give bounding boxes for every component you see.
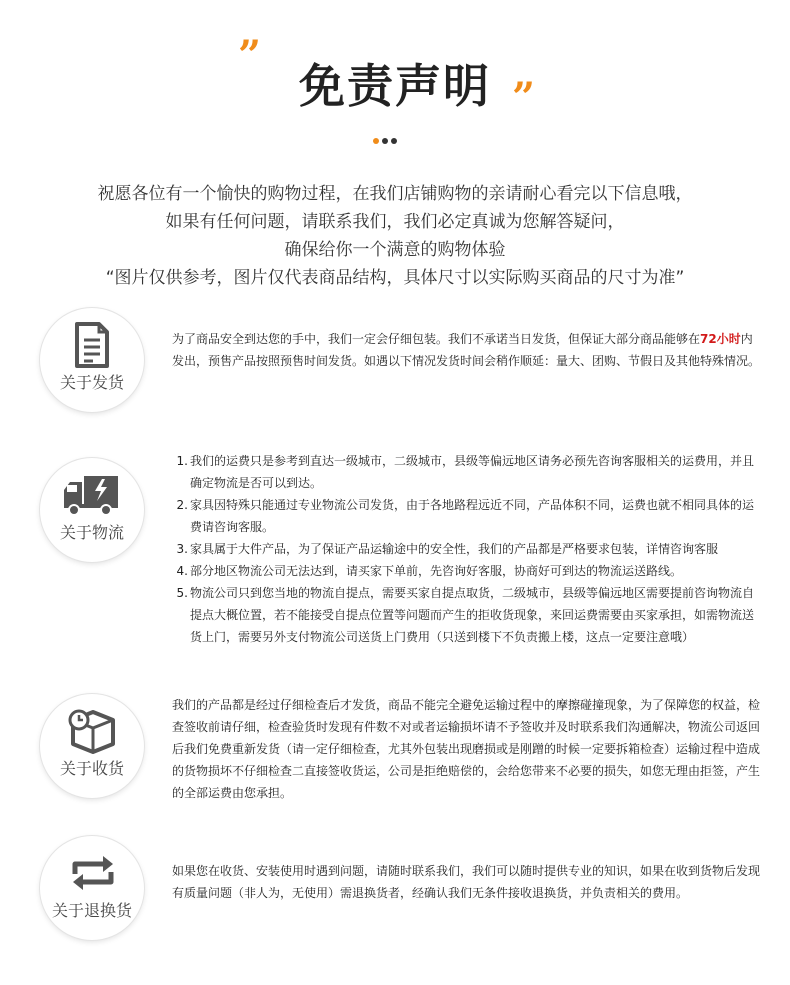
truck-icon xyxy=(62,470,120,520)
shipping-text-before: 为了商品安全到达您的手中，我们一定会仔细包装。我们不承诺当日发货，但保证大部分商品能够在 xyxy=(172,332,701,346)
shipping-badge xyxy=(40,308,144,412)
intro-line: 祝愿各位有一个愉快的购物过程，在我们店铺购物的亲请耐心看完以下信息哦， xyxy=(97,184,693,204)
item-number: 2. xyxy=(176,498,188,512)
returns-label: 关于退换货 xyxy=(51,901,132,920)
returns-badge xyxy=(40,836,144,940)
logistics-item xyxy=(172,450,762,494)
title-area xyxy=(0,0,790,160)
intro-line: “图片仅供参考，图片仅代表商品结构，具体尺寸以实际购买商品的尺寸为准” xyxy=(105,268,685,288)
exchange-icon xyxy=(67,848,119,898)
returns-text: 如果您在收货、安装使用时遇到问题，请随时联系我们，我们可以随时提供专业的知识，如果在收到货物后发现有质量问题（非人为，无使用）需退换货者，经确认我们无条件接收退换货，并负责相关的费用。 xyxy=(172,864,761,900)
dot-orange xyxy=(373,138,379,144)
item-text: 家具属于大件产品，为了保证产品运输途中的安全性，我们的产品都是严格要求包装，详情咨询客服 xyxy=(190,542,719,556)
close-quote-mark: ” xyxy=(512,74,536,121)
document-icon xyxy=(67,320,117,370)
intro-line: 如果有任何问题，请联系我们，我们必定真诚为您解答疑问， xyxy=(165,212,625,232)
receiving-badge xyxy=(40,694,144,798)
intro-line: 确保给你一个满意的购物体验 xyxy=(284,240,506,260)
logistics-item xyxy=(172,560,762,582)
item-text: 我们的运费只是参考到直达一级城市，二级城市，县级等偏远地区请务必预先咨询客服相关的运费用，并且确定物流是否可以到达。 xyxy=(190,454,755,490)
receiving-label: 关于收货 xyxy=(59,759,124,778)
logistics-list xyxy=(172,450,762,648)
logistics-item xyxy=(172,494,762,538)
package-clock-icon xyxy=(67,706,119,756)
dot-dark xyxy=(382,138,388,144)
item-number: 5. xyxy=(176,586,188,600)
shipping-highlight: 72小时 xyxy=(700,332,741,346)
receiving-text: 我们的产品都是经过仔细检查后才发货，商品不能完全避免运输过程中的摩擦碰撞现象，为了保障您的权益，检查签收前请仔细，检查验货时发现有件数不对或者运输损坏请不予签收并及时联系我们沟通解决，物流公司返回后我们免费重新发货（请一定仔细检查，尤其外包装出现磨损或是刚蹭的时候一定要拆箱检查）运输过程中造成的货物损坏不仔细检查二直接签收货运，公司是拒绝赔偿的，会给您带来不必要的损失，如您无理由拒签，产生的全部运费由您承担。 xyxy=(172,698,761,800)
item-text: 部分地区物流公司无法达到，请买家下单前，先咨询好客服，协商好可到达的物流运送路线。 xyxy=(190,564,683,578)
shipping-text-after: 内发出，预售产品按照预售时间发货。如遇以下情况发货时间会稍作顺延：量大、团购、节假日及其他特殊情况。 xyxy=(172,332,761,368)
item-text: 物流公司只到您当地的物流自提点，需要买家自提点取货，二级城市，县级等偏远地区需要提前咨询物流自提点大概位置，若不能接受自提点位置等问题而产生的拒收货现象，来回运费需要由买家承担，如需物流送货上门，需要另外支付物流公司送货上门费用（只送到楼下不负责搬上楼，这点一定要注意哦） xyxy=(190,586,755,644)
dots-decoration xyxy=(373,138,397,144)
shipping-text xyxy=(172,328,762,372)
logistics-badge xyxy=(40,458,144,562)
intro-text xyxy=(0,180,790,292)
logistics-item xyxy=(172,582,762,648)
shipping-label: 关于发货 xyxy=(59,373,124,392)
item-number: 3. xyxy=(176,542,188,556)
page-title: 免责声明 xyxy=(299,59,491,113)
item-text: 家具因特殊只能通过专业物流公司发货，由于各地路程远近不同，产品体积不同，运费也就不相同具体的运费请咨询客服。 xyxy=(190,498,755,534)
item-number: 4. xyxy=(176,564,188,578)
dot-dark xyxy=(391,138,397,144)
logistics-item xyxy=(172,538,762,560)
item-number: 1. xyxy=(176,454,188,468)
open-quote-mark: ” xyxy=(238,32,262,79)
logistics-label: 关于物流 xyxy=(59,523,124,542)
